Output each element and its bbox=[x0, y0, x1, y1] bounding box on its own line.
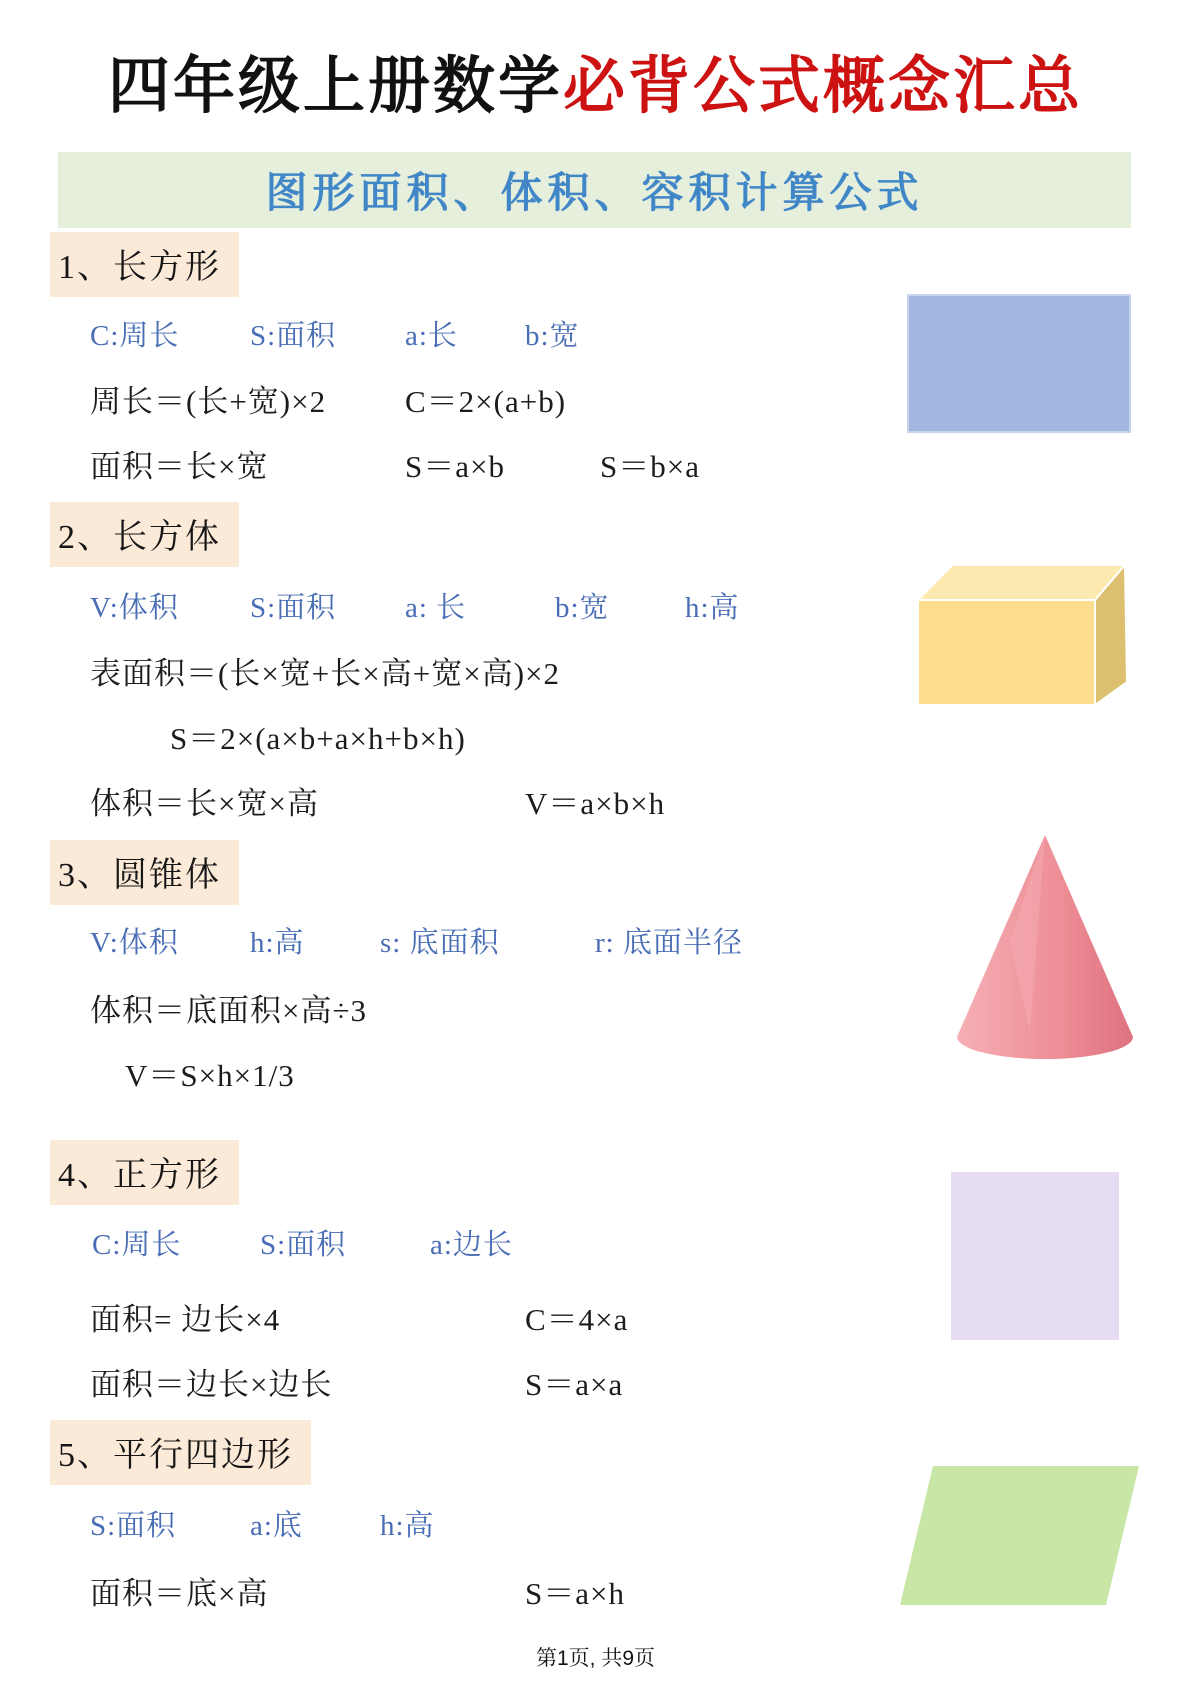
variable-def: h:高 bbox=[250, 927, 305, 959]
variable-def: a:边长 bbox=[430, 1229, 513, 1261]
section-heading-label: 1、长方形 bbox=[58, 249, 221, 286]
formula: S＝a×b bbox=[405, 449, 505, 484]
variable-def: h:高 bbox=[685, 592, 740, 624]
variable-def: a: 长 bbox=[405, 592, 467, 624]
page-title-black: 四年级上册数学 bbox=[107, 53, 563, 121]
variable-def: h:高 bbox=[380, 1510, 435, 1542]
formula: S＝2×(a×b+a×h+b×h) bbox=[170, 721, 466, 756]
formula: S＝a×h bbox=[525, 1576, 625, 1611]
variable-def: V:体积 bbox=[90, 927, 179, 959]
variable-def: s: 底面积 bbox=[380, 927, 500, 959]
section-heading-parallelogram bbox=[50, 1420, 311, 1485]
variable-def: a:长 bbox=[405, 320, 458, 352]
formula: 面积＝长×宽 bbox=[90, 449, 269, 484]
formula-line bbox=[0, 713, 1191, 756]
variable-def: V:体积 bbox=[90, 592, 179, 624]
variable-def: S:面积 bbox=[250, 592, 337, 624]
variable-def: b:宽 bbox=[555, 592, 610, 624]
section-heading-label: 2、长方体 bbox=[58, 519, 221, 556]
variable-def: r: 底面半径 bbox=[595, 927, 743, 959]
page-title bbox=[0, 36, 1191, 125]
variable-def: C:周长 bbox=[90, 320, 180, 352]
formula: C＝4×a bbox=[525, 1302, 629, 1337]
section-heading-square bbox=[50, 1140, 239, 1205]
formula: S＝a×a bbox=[525, 1367, 624, 1402]
section-heading-rectangle bbox=[50, 232, 239, 297]
formula: 面积= 边长×4 bbox=[90, 1302, 281, 1337]
section-heading-cone bbox=[50, 840, 239, 905]
section-heading-label: 3、圆锥体 bbox=[58, 857, 221, 894]
variable-def: S:面积 bbox=[90, 1510, 177, 1542]
formula: 面积＝底×高 bbox=[90, 1576, 269, 1611]
subtitle-banner bbox=[58, 152, 1131, 228]
cone-shape bbox=[950, 832, 1140, 1062]
section-heading-cuboid bbox=[50, 502, 239, 567]
formula: 体积＝长×宽×高 bbox=[90, 786, 319, 821]
subtitle-text: 图形面积、体积、容积计算公式 bbox=[265, 171, 924, 217]
variable-def: S:面积 bbox=[260, 1229, 347, 1261]
cuboid-shape bbox=[918, 564, 1129, 707]
formula-line bbox=[0, 778, 1191, 821]
formula: S＝b×a bbox=[600, 449, 700, 484]
formula: 体积＝底面积×高÷3 bbox=[90, 993, 367, 1028]
formula-line bbox=[0, 441, 1191, 484]
rectangle-shape bbox=[907, 294, 1131, 433]
variable-def: C:周长 bbox=[92, 1229, 182, 1261]
formula: 面积＝边长×边长 bbox=[90, 1367, 333, 1402]
page-title-red: 必背公式概念汇总 bbox=[563, 53, 1084, 121]
section-heading-label: 5、平行四边形 bbox=[58, 1437, 293, 1474]
square-shape bbox=[951, 1172, 1119, 1340]
formula: C＝2×(a+b) bbox=[405, 384, 567, 419]
formula: 表面积＝(长×宽+长×高+宽×高)×2 bbox=[90, 656, 561, 691]
variable-def: b:宽 bbox=[525, 320, 580, 352]
variable-def: a:底 bbox=[250, 1510, 303, 1542]
section-heading-label: 4、正方形 bbox=[58, 1157, 221, 1194]
page-footer: 第1页, 共9页 bbox=[535, 1647, 656, 1670]
formula: V＝a×b×h bbox=[525, 786, 666, 821]
formula: 周长＝(长+宽)×2 bbox=[90, 384, 327, 419]
formula: V＝S×h×1/3 bbox=[125, 1058, 295, 1093]
parallelogram-shape bbox=[893, 1466, 1143, 1606]
formula-line bbox=[0, 1359, 1191, 1402]
variable-def: S:面积 bbox=[250, 320, 337, 352]
